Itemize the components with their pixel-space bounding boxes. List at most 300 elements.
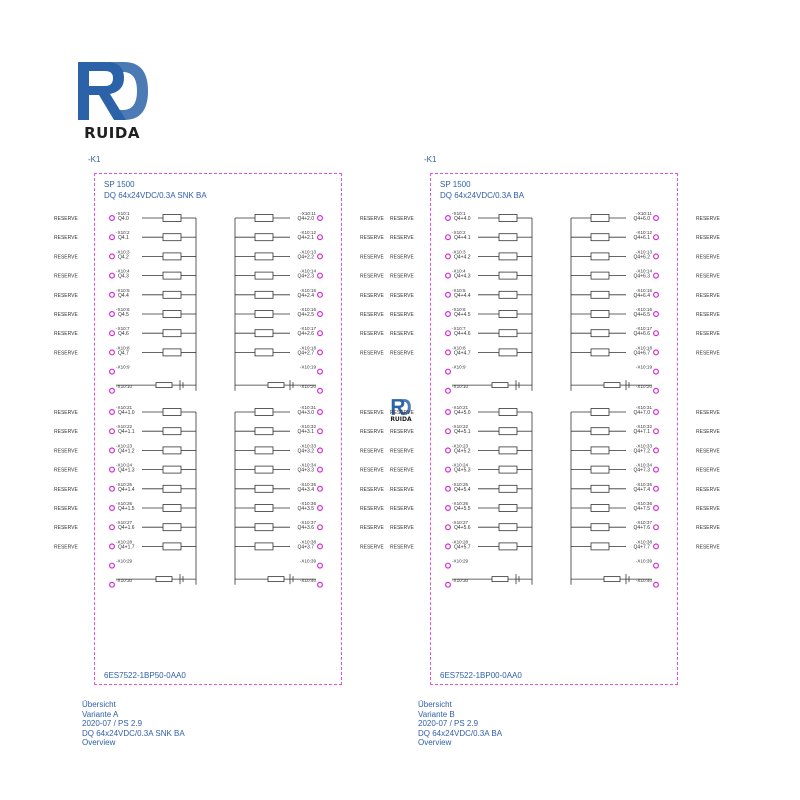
signal-address: Q4+4.0 xyxy=(454,216,471,222)
signal-address: Q4+2.5 xyxy=(297,312,314,318)
resistor-icon xyxy=(499,215,517,222)
terminal-id: -X10:27 xyxy=(116,520,133,526)
signal-address: Q4+3.2 xyxy=(297,448,314,455)
terminal-id: -X10:17 xyxy=(635,326,652,332)
signal-address: Q4+3.1 xyxy=(297,429,314,436)
reserve-label: RESERVE xyxy=(390,331,414,338)
signal-address: Q4+3.4 xyxy=(297,486,314,493)
resistor-icon xyxy=(499,291,517,298)
terminal-id: -X10:37 xyxy=(299,520,316,526)
terminal-id: -X10:25 xyxy=(116,481,133,487)
resistor-icon xyxy=(163,311,181,318)
terminal-id: -X10:22 xyxy=(452,424,469,430)
reserve-label: RESERVE xyxy=(54,235,78,242)
terminal-icon xyxy=(446,429,451,434)
terminal-icon xyxy=(446,331,451,336)
resistor-icon xyxy=(499,543,517,550)
terminal-icon xyxy=(110,486,115,491)
terminal-icon xyxy=(318,410,323,415)
signal-address: Q4+5.4 xyxy=(454,486,471,493)
terminal-block xyxy=(390,405,720,587)
footer-line: Übersicht xyxy=(418,700,452,709)
terminal-id: -X10:6 xyxy=(116,307,130,312)
resistor-icon xyxy=(499,253,517,260)
terminal-id: -X10:4 xyxy=(452,268,466,274)
reserve-label: RESERVE xyxy=(360,216,384,222)
signal-address: Q4+7.4 xyxy=(633,486,650,493)
reserve-label: RESERVE xyxy=(360,486,384,493)
signal-address: Q4+2.1 xyxy=(297,235,314,242)
terminal-icon xyxy=(318,563,323,568)
terminal-id: -X10:30 xyxy=(116,577,133,583)
resistor-icon xyxy=(163,272,181,279)
reserve-label: RESERVE xyxy=(360,331,384,338)
terminal-id: -X10:2 xyxy=(116,230,130,236)
reserve-label: RESERVE xyxy=(390,467,414,474)
terminal-icon xyxy=(654,582,659,587)
terminal-icon xyxy=(110,467,115,472)
terminal-id: -X10:9 xyxy=(116,364,130,370)
terminal-icon xyxy=(318,448,323,453)
reserve-label: RESERVE xyxy=(696,216,720,222)
reserve-label: RESERVE xyxy=(360,410,384,416)
terminal-id: -X10:33 xyxy=(299,443,316,449)
terminal-id: -X10:29 xyxy=(452,558,469,564)
signal-address: Q4.7 xyxy=(118,350,129,357)
resistor-icon xyxy=(591,349,609,356)
terminal-id: -X10:31 xyxy=(299,405,316,410)
terminal-id: -X10:33 xyxy=(635,443,652,449)
terminal-block xyxy=(54,405,384,587)
module-title: SP 1500 xyxy=(440,180,471,189)
resistor-icon xyxy=(499,272,517,279)
resistor-icon xyxy=(163,234,181,241)
terminal-id: -X10:25 xyxy=(452,481,469,487)
terminal-id: -X10:8 xyxy=(452,345,466,351)
reserve-label: RESERVE xyxy=(54,216,78,222)
reserve-label: RESERVE xyxy=(390,448,414,455)
terminal-icon xyxy=(446,254,451,259)
terminal-id: -X10:16 xyxy=(635,307,652,312)
resistor-icon xyxy=(163,524,181,531)
signal-address: Q4+1.3 xyxy=(118,467,135,474)
resistor-icon xyxy=(255,505,273,512)
terminal-icon xyxy=(110,525,115,530)
signal-address: Q4+5.0 xyxy=(454,410,471,416)
terminal-id: -X10:2 xyxy=(452,230,466,236)
reserve-label: RESERVE xyxy=(696,467,720,474)
reserve-label: RESERVE xyxy=(390,506,414,512)
signal-address: Q4+2.6 xyxy=(297,331,314,338)
signal-address: Q4+5.1 xyxy=(454,429,471,436)
terminal-icon xyxy=(654,235,659,240)
signal-address: Q4+7.2 xyxy=(633,448,650,455)
terminal-icon xyxy=(110,254,115,259)
signal-address: Q4+7.0 xyxy=(633,410,650,416)
resistor-icon xyxy=(163,485,181,492)
footer-line: Variante A xyxy=(82,709,119,719)
terminal-id: -X10:3 xyxy=(116,249,130,255)
resistor-icon xyxy=(591,447,609,454)
terminal-icon xyxy=(318,525,323,530)
terminal-id: -X10:7 xyxy=(452,326,466,332)
terminal-id: -X10:11 xyxy=(636,211,652,216)
sheet-footer xyxy=(82,700,185,748)
reserve-label: RESERVE xyxy=(54,292,78,299)
terminal-id: -X10:8 xyxy=(116,345,130,351)
reserve-label: RESERVE xyxy=(696,506,720,512)
terminal-id: -X10:6 xyxy=(452,307,466,312)
footer-line: DQ 64x24VDC/0.3A SNK BA xyxy=(82,728,185,738)
reserve-label: RESERVE xyxy=(696,429,720,436)
wiring-schematic xyxy=(54,155,428,695)
signal-address: Q4+5.3 xyxy=(454,467,471,474)
reserve-label: RESERVE xyxy=(390,235,414,242)
terminal-id: -X10:1 xyxy=(116,211,130,216)
resistor-icon xyxy=(499,524,517,531)
terminal-id: -X10:5 xyxy=(452,287,466,293)
terminal-icon xyxy=(654,292,659,297)
resistor-icon xyxy=(591,291,609,298)
terminal-id: -X10:16 xyxy=(299,307,316,312)
terminal-id: -X10:38 xyxy=(635,539,652,545)
signal-address: Q4+1.1 xyxy=(118,429,135,436)
resistor-icon xyxy=(163,215,181,222)
terminal-icon xyxy=(318,369,323,374)
resistor-icon xyxy=(499,311,517,318)
resistor-icon xyxy=(163,409,181,416)
watermark-wordmark: RUIDA xyxy=(390,416,412,423)
resistor-icon xyxy=(255,291,273,298)
resistor-icon xyxy=(255,253,273,260)
resistor-icon xyxy=(255,311,273,318)
reserve-label: RESERVE xyxy=(390,254,414,261)
reserve-label: RESERVE xyxy=(390,486,414,493)
reserve-label: RESERVE xyxy=(390,544,414,551)
signal-address: Q4+2.4 xyxy=(297,292,314,299)
reserve-label: RESERVE xyxy=(696,235,720,242)
reserve-label: RESERVE xyxy=(390,429,414,436)
terminal-icon xyxy=(446,216,451,221)
signal-address: Q4+6.7 xyxy=(633,350,650,357)
terminal-icon xyxy=(318,350,323,355)
terminal-id: -X10:14 xyxy=(635,268,652,274)
module-subtitle: DQ 64x24VDC/0.3A BA xyxy=(440,191,525,200)
resistor-icon xyxy=(163,466,181,473)
terminal-id: -X10:35 xyxy=(635,481,652,487)
terminal-id: -X10:9 xyxy=(452,364,466,370)
terminal-icon xyxy=(654,544,659,549)
terminal-id: -X10:23 xyxy=(452,443,469,449)
reserve-label: RESERVE xyxy=(54,525,78,532)
resistor-icon xyxy=(591,428,609,435)
terminal-icon xyxy=(446,410,451,415)
terminal-icon xyxy=(446,235,451,240)
reserve-label: RESERVE xyxy=(54,254,78,261)
resistor-icon xyxy=(591,253,609,260)
ruida-logo xyxy=(72,58,152,142)
reserve-label: RESERVE xyxy=(696,525,720,532)
signal-address: Q4+6.3 xyxy=(633,273,650,280)
terminal-icon xyxy=(110,563,115,568)
terminal-icon xyxy=(110,544,115,549)
resistor-icon xyxy=(499,485,517,492)
terminal-icon xyxy=(318,467,323,472)
terminal-id: -X10:26 xyxy=(452,501,469,506)
resistor-icon xyxy=(499,447,517,454)
reserve-label: RESERVE xyxy=(696,448,720,455)
terminal-icon xyxy=(654,312,659,317)
resistor-icon xyxy=(163,543,181,550)
signal-address: Q4.2 xyxy=(118,254,129,261)
terminal-id: -X10:13 xyxy=(299,249,316,255)
terminal-id: -X10:34 xyxy=(635,462,652,468)
signal-address: Q4+7.3 xyxy=(633,467,650,474)
terminal-id: -X10:30 xyxy=(452,577,469,583)
signal-address: Q4+2.0 xyxy=(297,216,314,222)
terminal-icon xyxy=(446,369,451,374)
reserve-label: RESERVE xyxy=(54,544,78,551)
footer-line: Variante B xyxy=(418,709,455,719)
reserve-label: RESERVE xyxy=(54,350,78,357)
terminal-id: -X10:5 xyxy=(116,287,130,293)
signal-address: Q4+1.4 xyxy=(118,486,135,493)
signal-address: Q4+7.5 xyxy=(633,506,650,512)
reserve-label: RESERVE xyxy=(54,273,78,280)
resistor-icon xyxy=(163,447,181,454)
terminal-icon xyxy=(318,388,323,393)
signal-address: Q4+4.1 xyxy=(454,235,471,242)
signal-address: Q4+6.6 xyxy=(633,331,650,338)
resistor-icon xyxy=(499,409,517,416)
signal-address: Q4+2.2 xyxy=(297,254,314,261)
resistor-icon xyxy=(163,505,181,512)
resistor-icon xyxy=(591,485,609,492)
terminal-icon xyxy=(446,388,451,393)
terminal-block xyxy=(390,211,720,393)
signal-address: Q4+5.5 xyxy=(454,506,471,512)
resistor-icon xyxy=(255,524,273,531)
resistor-icon xyxy=(163,291,181,298)
terminal-id: -X10:18 xyxy=(635,345,652,351)
resistor-icon xyxy=(499,330,517,337)
terminal-id: -X10:15 xyxy=(635,287,652,293)
signal-address: Q4+6.5 xyxy=(633,312,650,318)
terminal-id: -X10:17 xyxy=(299,326,316,332)
reserve-label: RESERVE xyxy=(390,292,414,299)
reserve-label: RESERVE xyxy=(54,429,78,436)
terminal-id: -X10:21 xyxy=(452,405,469,410)
resistor-icon xyxy=(591,505,609,512)
signal-address: Q4+1.2 xyxy=(118,448,135,455)
terminal-icon xyxy=(654,429,659,434)
terminal-icon xyxy=(654,369,659,374)
signal-address: Q4+3.0 xyxy=(297,410,314,416)
terminal-icon xyxy=(446,544,451,549)
resistor-icon xyxy=(163,330,181,337)
terminal-icon xyxy=(318,429,323,434)
signal-address: Q4+6.2 xyxy=(633,254,650,261)
terminal-id: -X10:36 xyxy=(635,501,652,506)
terminal-icon xyxy=(446,486,451,491)
terminal-id: -X10:4 xyxy=(116,268,130,274)
resistor-icon xyxy=(591,409,609,416)
resistor-icon xyxy=(255,234,273,241)
terminal-icon xyxy=(654,563,659,568)
signal-address: Q4.5 xyxy=(118,312,129,318)
terminal-icon xyxy=(318,292,323,297)
resistor-icon xyxy=(163,428,181,435)
terminal-icon xyxy=(446,563,451,568)
reserve-label: RESERVE xyxy=(360,525,384,532)
fuse-icon xyxy=(268,383,284,388)
reserve-label: RESERVE xyxy=(54,331,78,338)
resistor-icon xyxy=(163,253,181,260)
resistor-icon xyxy=(255,543,273,550)
ruida-monogram-icon xyxy=(72,58,152,124)
signal-address: Q4+6.0 xyxy=(633,216,650,222)
terminal-icon xyxy=(110,292,115,297)
terminal-id: -X10:32 xyxy=(635,424,652,430)
signal-address: Q4+2.7 xyxy=(297,350,314,357)
signal-address: Q4+3.7 xyxy=(297,544,314,551)
terminal-icon xyxy=(110,312,115,317)
terminal-icon xyxy=(654,273,659,278)
terminal-id: -X10:14 xyxy=(299,268,316,274)
resistor-icon xyxy=(499,428,517,435)
terminal-icon xyxy=(446,467,451,472)
brand-wordmark: RUIDA xyxy=(84,124,140,142)
signal-address: Q4+1.5 xyxy=(118,506,135,512)
terminal-icon xyxy=(446,273,451,278)
reserve-label: RESERVE xyxy=(54,486,78,493)
reserve-label: RESERVE xyxy=(360,273,384,280)
terminal-icon xyxy=(446,292,451,297)
signal-address: Q4+4.6 xyxy=(454,331,471,338)
terminal-icon xyxy=(654,350,659,355)
terminal-id: -X10:40 xyxy=(635,577,652,583)
terminal-icon xyxy=(318,582,323,587)
resistor-icon xyxy=(591,543,609,550)
terminal-id: -X10:32 xyxy=(299,424,316,430)
terminal-id: -X10:12 xyxy=(635,230,652,236)
reserve-label: RESERVE xyxy=(696,331,720,338)
terminal-id: -X10:29 xyxy=(116,558,133,564)
terminal-id: -X10:19 xyxy=(635,364,652,370)
footer-line: Overview xyxy=(82,738,116,747)
resistor-icon xyxy=(255,330,273,337)
terminal-icon xyxy=(654,506,659,511)
resistor-icon xyxy=(591,215,609,222)
reserve-label: RESERVE xyxy=(696,486,720,493)
reserve-label: RESERVE xyxy=(360,254,384,261)
terminal-icon xyxy=(110,582,115,587)
reserve-label: RESERVE xyxy=(696,254,720,261)
terminal-icon xyxy=(318,544,323,549)
signal-address: Q4.4 xyxy=(118,292,129,299)
reserve-label: RESERVE xyxy=(696,544,720,551)
resistor-icon xyxy=(499,505,517,512)
footer-line: 2020-07 / PS 2.9 xyxy=(82,719,143,728)
resistor-icon xyxy=(255,409,273,416)
terminal-id: -X10:24 xyxy=(452,462,469,468)
terminal-icon xyxy=(446,525,451,530)
signal-address: Q4+4.7 xyxy=(454,350,471,357)
terminal-icon xyxy=(446,506,451,511)
terminal-id: -X10:35 xyxy=(299,481,316,487)
device-tag: -K1 xyxy=(88,155,101,164)
terminal-id: -X10:19 xyxy=(299,364,316,370)
terminal-icon xyxy=(110,448,115,453)
resistor-icon xyxy=(499,234,517,241)
reserve-label: RESERVE xyxy=(390,525,414,532)
terminal-icon xyxy=(318,235,323,240)
terminal-icon xyxy=(110,235,115,240)
terminal-id: -X10:38 xyxy=(299,539,316,545)
signal-address: Q4+1.6 xyxy=(118,525,135,532)
resistor-icon xyxy=(591,330,609,337)
resistor-icon xyxy=(255,447,273,454)
terminal-id: -X10:28 xyxy=(452,539,469,545)
reserve-label: RESERVE xyxy=(54,467,78,474)
reserve-label: RESERVE xyxy=(54,410,78,416)
resistor-icon xyxy=(591,524,609,531)
resistor-icon xyxy=(255,466,273,473)
terminal-id: -X10:10 xyxy=(116,383,133,389)
terminal-id: -X10:34 xyxy=(299,462,316,468)
reserve-label: RESERVE xyxy=(696,312,720,318)
reserve-label: RESERVE xyxy=(360,448,384,455)
resistor-icon xyxy=(255,485,273,492)
terminal-icon xyxy=(318,486,323,491)
signal-address: Q4+6.1 xyxy=(633,235,650,242)
fuse-icon xyxy=(156,577,172,582)
reserve-label: RESERVE xyxy=(54,448,78,455)
resistor-icon xyxy=(255,272,273,279)
signal-address: Q4+4.2 xyxy=(454,254,471,261)
terminal-id: -X10:37 xyxy=(635,520,652,526)
signal-address: Q4+7.1 xyxy=(633,429,650,436)
terminal-id: -X10:1 xyxy=(452,211,466,216)
signal-address: Q4.0 xyxy=(118,216,129,222)
terminal-icon xyxy=(110,273,115,278)
resistor-icon xyxy=(591,466,609,473)
signal-address: Q4+5.6 xyxy=(454,525,471,532)
terminal-icon xyxy=(654,331,659,336)
fuse-icon xyxy=(268,577,284,582)
resistor-icon xyxy=(591,311,609,318)
signal-address: Q4.1 xyxy=(118,235,129,242)
terminal-icon xyxy=(654,486,659,491)
terminal-icon xyxy=(318,312,323,317)
signal-address: Q4+7.6 xyxy=(633,525,650,532)
order-number: 6ES7522-1BP50-0AA0 xyxy=(104,671,186,680)
terminal-id: -X10:23 xyxy=(116,443,133,449)
resistor-icon xyxy=(163,349,181,356)
reserve-label: RESERVE xyxy=(54,312,78,318)
terminal-icon xyxy=(446,312,451,317)
signal-address: Q4.3 xyxy=(118,273,129,280)
signal-address: Q4+5.2 xyxy=(454,448,471,455)
reserve-label: RESERVE xyxy=(390,216,414,222)
terminal-id: -X10:11 xyxy=(300,211,316,216)
terminal-id: -X10:20 xyxy=(635,383,652,389)
terminal-icon xyxy=(654,216,659,221)
terminal-icon xyxy=(318,506,323,511)
terminal-icon xyxy=(654,448,659,453)
terminal-icon xyxy=(110,388,115,393)
reserve-label: RESERVE xyxy=(360,350,384,357)
